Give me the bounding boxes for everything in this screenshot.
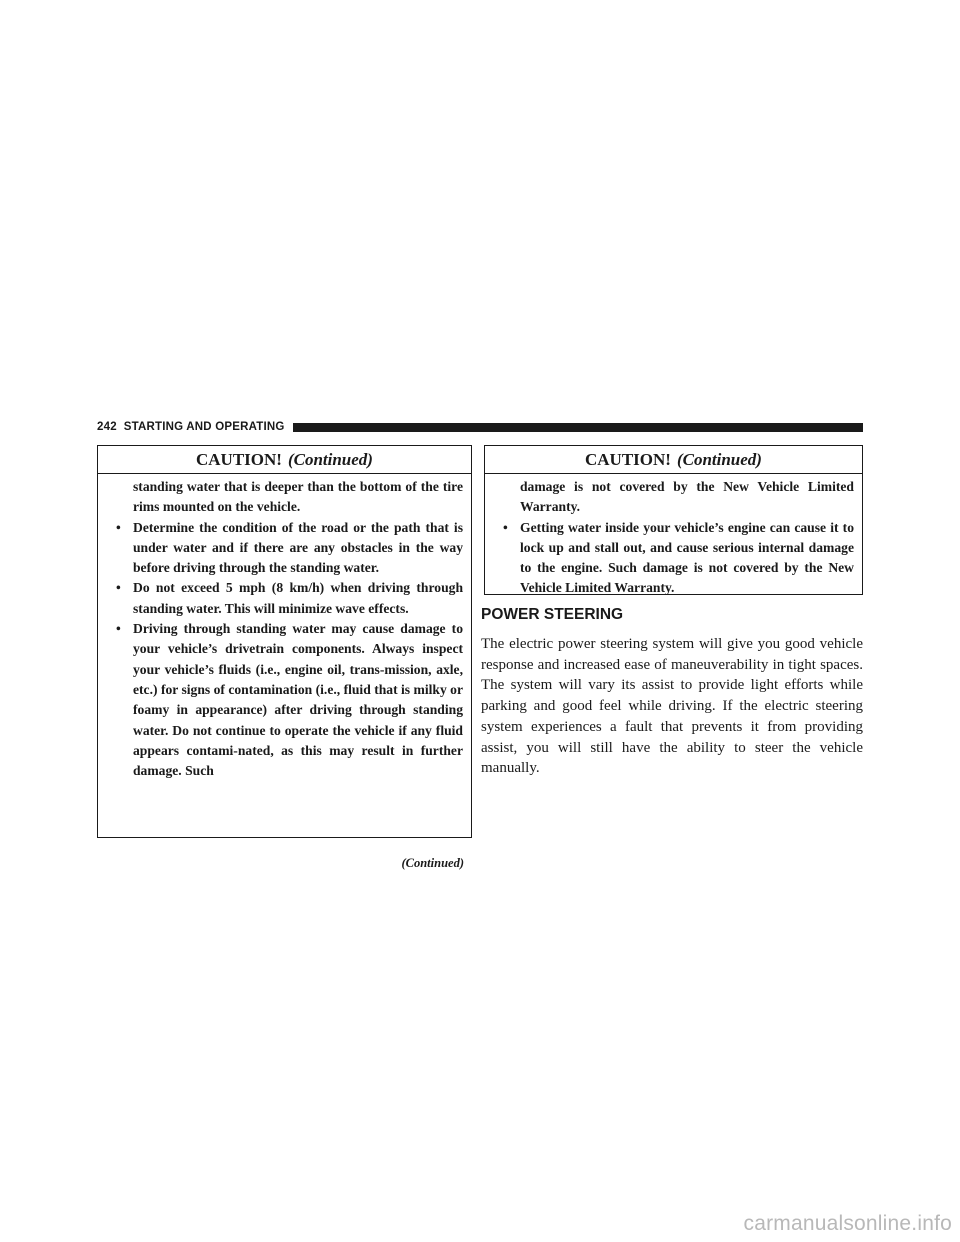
caution-label: CAUTION! (196, 450, 282, 469)
caution-title (485, 446, 862, 474)
page-continued-note: (Continued) (401, 856, 464, 870)
caution-bullet-item (116, 518, 463, 579)
caution-intro: damage is not covered by the New Vehicle Limited Warranty. (520, 479, 854, 515)
bullet-icon: • (116, 519, 121, 535)
caution-bullet-text: Do not exceed 5 mph (8 km/h) when driving through standing water. This will minimize wave effects. (133, 580, 463, 616)
caution-bullet-text: Getting water inside your vehicle’s engine can cause it to lock up and stall out, and cause serious internal damage to the engine. Such damage is not covered by the New Vehicle Limited Warranty. (520, 519, 854, 596)
caution-body (485, 474, 862, 603)
caution-bullet-text: Driving through standing water may cause damage to your vehicle’s drivetrain components. Always inspect your vehicle’s fluids (i.e., engine oil, trans-mission, axle, etc.) for signs of contamination (i.e., fluid that is milky or foamy in appearance) after driving through standing water. Do not continue to operate the vehicle if any fluid appears contami-nated, as this may result in further damage. Such (133, 621, 463, 779)
caution-bullet-item (116, 619, 463, 781)
power-steering-heading: POWER STEERING (481, 606, 624, 623)
bullet-icon: • (503, 519, 508, 535)
caution-bullet-item (116, 578, 463, 619)
page-header (97, 420, 863, 434)
caution-title (98, 446, 471, 474)
page-number: 242 (97, 421, 117, 433)
watermark: carmanualsonline.info (743, 1212, 952, 1235)
caution-box-left (97, 445, 472, 838)
bullet-icon: • (116, 580, 121, 596)
caution-label: CAUTION! (585, 450, 671, 469)
caution-bullet-text: Determine the condition of the road or the path that is under water and if there are any obstacles in the way before driving through the standing water. (133, 519, 463, 576)
section-title: STARTING AND OPERATING (123, 421, 285, 433)
caution-box-right (484, 445, 863, 595)
power-steering-paragraph: The electric power steering system will give you good vehicle response and increased ease of maneuverability in tight spaces. The system will vary its assist to provide light efforts while parking and good feel while driving. If the electric steering system experiences a fault that prevents it from providing assist, you will still have the ability to steer the vehicle manually. (481, 636, 863, 777)
caution-body (98, 474, 471, 785)
bullet-icon: • (116, 621, 121, 637)
caution-intro: standing water that is deeper than the bottom of the tire rims mounted on the vehicle. (133, 479, 463, 515)
caution-continued-label: (Continued) (287, 450, 373, 469)
header-rule (293, 423, 863, 432)
caution-bullet-item (503, 518, 854, 599)
caution-continued-label: (Continued) (676, 450, 762, 469)
